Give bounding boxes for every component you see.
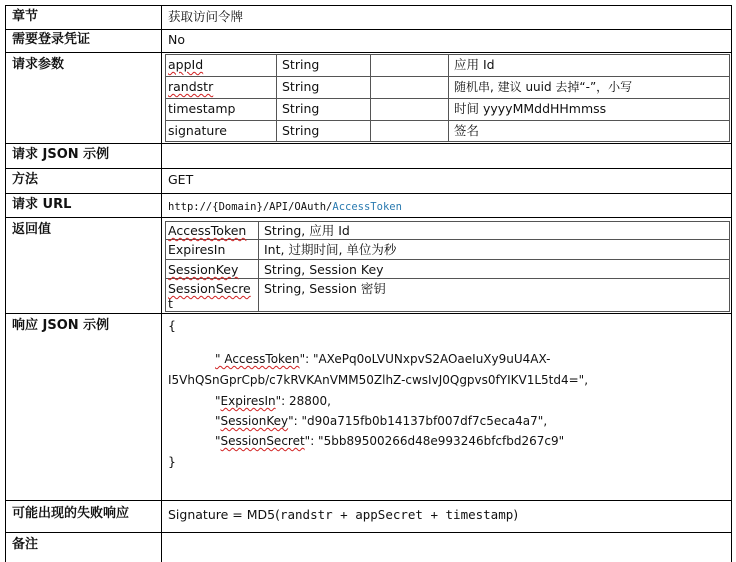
json-value: ": "AXePq0oLVUNxpvS2AOaeIuXy9uU4AX-: [299, 352, 551, 366]
param-desc: 应用 Id: [454, 57, 495, 72]
returns-subtable-line: [165, 259, 730, 260]
label-request-params: 请求参数: [12, 57, 65, 72]
label-method: 方法: [12, 172, 39, 187]
row-line: [5, 143, 732, 144]
returns-subtable-col: [258, 221, 259, 312]
json-key: ExpiresIn: [220, 394, 276, 408]
label-remarks: 备注: [12, 537, 39, 552]
row-line: [5, 313, 732, 314]
row-line: [5, 500, 732, 501]
row-line: [5, 193, 732, 194]
return-name: ExpiresIn: [168, 242, 226, 257]
return-desc: String, Session Key: [264, 262, 384, 277]
table-border-left: [5, 5, 6, 562]
json-line-access-token: [215, 351, 550, 367]
param-type: String: [282, 57, 320, 72]
json-line-expires-in: [215, 393, 331, 409]
failure-code: randstr + appSecret + timestamp: [279, 507, 514, 522]
json-line-session-secret: [215, 433, 564, 449]
json-line-session-key: [215, 413, 547, 429]
param-type: String: [282, 79, 320, 94]
return-name: AccessToken: [168, 223, 247, 238]
row-line: [5, 29, 732, 30]
url-prefix: http://{Domain}/API/OAuth/: [168, 201, 333, 213]
row-line: [5, 5, 732, 6]
param-name: signature: [168, 123, 227, 138]
json-close-brace: }: [168, 454, 176, 469]
param-desc: 时间 yyyyMMddHHmmss: [454, 101, 607, 116]
json-value: ": 28800,: [275, 394, 331, 408]
return-desc: Int, 过期时间, 单位为秒: [264, 242, 397, 257]
params-subtable-col: [370, 54, 371, 142]
return-name-wrap: t: [168, 296, 173, 311]
failure-suffix: ): [513, 507, 519, 522]
param-type: String: [282, 123, 320, 138]
params-subtable-col: [448, 54, 449, 142]
json-value: ": "d90a715fb0b14137bf007df7c5eca4a7",: [288, 414, 548, 428]
returns-subtable-line: [165, 311, 730, 312]
failure-prefix: Signature = MD5(: [168, 507, 280, 522]
failure-response-value: [168, 507, 518, 523]
json-line-access-token-wrap: I5VhQSnGprCpb/c7kRVKAnVMM50ZlhZ-cwsIvJ0Qgpvs0fYIKV1L5td4=",: [168, 373, 589, 387]
returns-subtable-line: [165, 239, 730, 240]
json-key: " AccessToken: [215, 352, 300, 366]
url-endpoint: AccessToken: [332, 201, 402, 213]
params-subtable-col: [165, 54, 166, 142]
label-column-divider: [161, 5, 162, 562]
return-desc: String, 应用 Id: [264, 223, 350, 238]
json-key: SessionSecret: [220, 434, 305, 448]
param-name: randstr: [168, 79, 214, 94]
section-value: 获取访问令牌: [168, 9, 244, 24]
label-login-required: 需要登录凭证: [12, 32, 91, 47]
row-line: [5, 217, 732, 218]
json-quote: ": [215, 394, 221, 408]
return-name: SessionKey: [168, 262, 239, 277]
json-quote: ": [215, 434, 221, 448]
param-name: appId: [168, 57, 204, 72]
return-name: SessionSecre: [168, 281, 251, 296]
params-subtable-col: [276, 54, 277, 142]
table-border-right: [731, 5, 732, 562]
label-request-url: 请求 URL: [12, 197, 72, 212]
param-name: timestamp: [168, 101, 236, 116]
return-desc: String, Session 密钥: [264, 281, 386, 296]
row-line: [5, 52, 732, 53]
label-response-json: 响应 JSON 示例: [12, 318, 110, 333]
row-line: [5, 168, 732, 169]
returns-subtable-col: [729, 221, 730, 312]
json-open-brace: {: [168, 318, 176, 333]
request-url: [168, 199, 402, 215]
label-failure-response: 可能出现的失败响应: [12, 506, 130, 521]
label-return-value: 返回值: [12, 222, 52, 237]
param-type: String: [282, 101, 320, 116]
login-required-value: No: [168, 32, 185, 47]
label-section: 章节: [12, 9, 39, 24]
json-quote: ": [215, 414, 221, 428]
returns-subtable-line: [165, 221, 730, 222]
returns-subtable-col: [165, 221, 166, 312]
label-request-json: 请求 JSON 示例: [12, 147, 110, 162]
method-value: GET: [168, 172, 194, 187]
param-desc: 签名: [454, 123, 480, 138]
json-value: ": "5bb89500266d48e993246bfcfbd267c9": [304, 434, 565, 448]
json-key: SessionKey: [220, 414, 289, 428]
returns-subtable-line: [165, 278, 730, 279]
param-desc: 随机串, 建议 uuid 去掉“-”，小写: [454, 80, 633, 94]
row-line: [5, 532, 732, 533]
params-subtable-col: [729, 54, 730, 142]
